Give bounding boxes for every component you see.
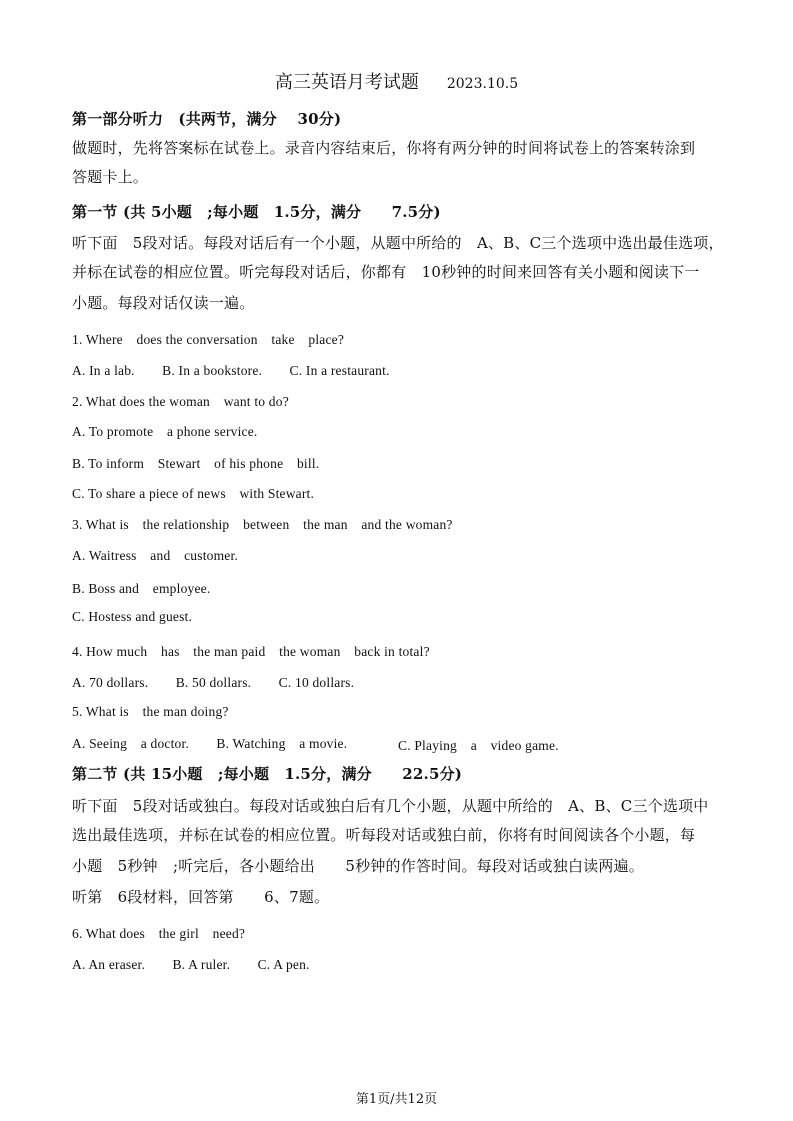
question-1: 1. Where does the conversation take place?	[72, 332, 345, 347]
material-6-instruction: 听第 6段材料，回答第 6、7题。	[72, 888, 330, 906]
part1-intro-line-1: 做题时，先将答案标在试卷上。录音内容结束后，你将有两分钟的时间将试卷上的答案转涂到	[72, 139, 696, 157]
question-2-option-b: B. To inform Stewart of his phone bill.	[72, 456, 320, 471]
section1-intro-line-3: 小题。每段对话仅读一遍。	[72, 294, 255, 312]
part1-heading: 第一部分听力 (共两节，满分 30分)	[72, 110, 342, 128]
question-1-options: A. In a lab. B. In a bookstore. C. In a restaurant.	[72, 363, 390, 378]
question-4-options: A. 70 dollars. B. 50 dollars. C. 10 dollars.	[72, 675, 355, 690]
question-4: 4. How much has the man paid the woman back in total?	[72, 644, 430, 659]
question-3: 3. What is the relationship between the man and the woman?	[72, 517, 453, 532]
exam-date: 2023.10.5	[446, 76, 519, 92]
question-6: 6. What does the girl need?	[72, 926, 246, 941]
section1-intro-line-2: 并标在试卷的相应位置。听完每段对话后，你都有 10秒钟的时间来回答有关小题和阅读下一	[72, 263, 700, 281]
part1-intro-line-2: 答题卡上。	[72, 168, 149, 186]
question-3-option-a: A. Waitress and customer.	[72, 548, 239, 563]
question-5-option-c: C. Playing a video game.	[398, 738, 559, 753]
question-3-option-b: B. Boss and employee.	[72, 581, 211, 596]
page-footer: 第1页/共12页	[355, 1092, 438, 1107]
section2-intro-line-3: 小题 5秒钟 ;听完后，各小题给出 5秒钟的作答时间。每段对话或独白读两遍。	[72, 857, 644, 875]
question-2-option-a: A. To promote a phone service.	[72, 424, 258, 439]
question-2: 2. What does the woman want to do?	[72, 394, 289, 409]
question-5: 5. What is the man doing?	[72, 704, 229, 719]
question-5-options-ab: A. Seeing a doctor. B. Watching a movie.	[72, 736, 348, 751]
section2-intro-line-1: 听下面 5段对话或独白。每段对话或独白后有几个小题，从题中所给的 A、B、C三个选项中	[72, 797, 709, 815]
question-2-option-c: C. To share a piece of news with Stewart.	[72, 486, 315, 501]
question-6-options: A. An eraser. B. A ruler. C. A pen.	[72, 957, 310, 972]
question-3-option-c: C. Hostess and guest.	[72, 609, 193, 624]
section2-intro-line-2: 选出最佳选项，并标在试卷的相应位置。听每段对话或独白前，你将有时间阅读各个小题，每	[72, 826, 696, 844]
section1-intro-line-1: 听下面 5段对话。每段对话后有一个小题，从题中所给的 A、B、C三个选项中选出最佳选项，	[72, 234, 724, 252]
section1-heading: 第一节 (共 5小题 ;每小题 1.5分，满分 7.5分)	[72, 203, 441, 221]
title-row	[0, 68, 793, 94]
section2-heading: 第二节 (共 15小题 ;每小题 1.5分，满分 22.5分)	[72, 765, 463, 783]
page-title: 高三英语月考试题	[274, 72, 419, 93]
